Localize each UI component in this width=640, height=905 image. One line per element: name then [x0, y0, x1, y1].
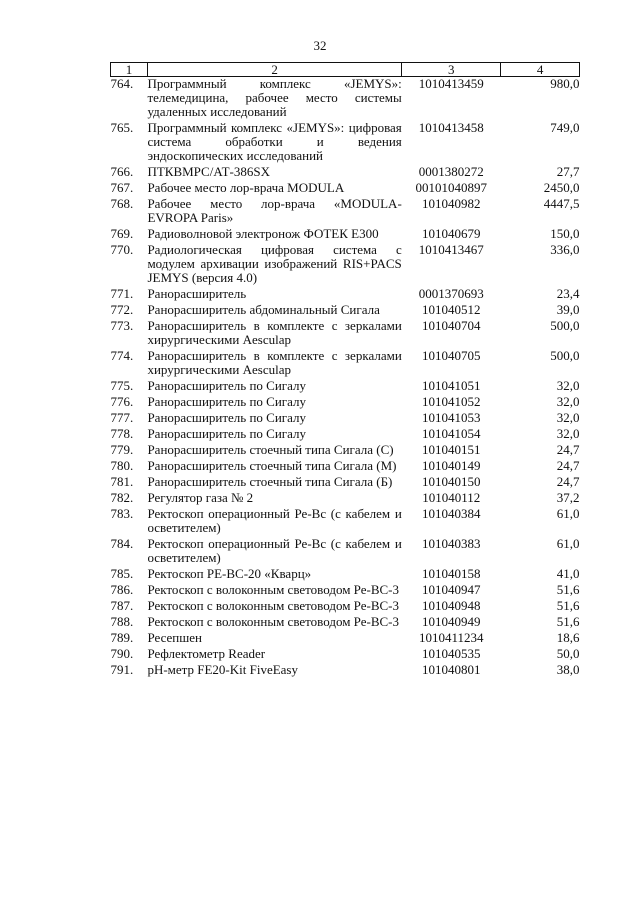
table-row: [111, 507, 580, 537]
table-row: [111, 395, 580, 411]
item-value: 32,0: [556, 410, 580, 425]
column-header: 1: [111, 63, 148, 77]
row-number: 782.: [110, 490, 134, 505]
item-name: Ранорасширитель по Сигалу: [147, 410, 307, 425]
item-name: Ранорасширитель по Сигалу: [147, 378, 307, 393]
row-number: 773.: [110, 318, 134, 333]
row-number: 778.: [110, 426, 134, 441]
item-name: Программный комплекс «JEMYS»: телемедицина, рабочее место системы удаленных исследований: [147, 76, 402, 119]
table-row: [111, 181, 580, 197]
table-row: [111, 491, 580, 507]
column-header: 4: [501, 63, 580, 77]
row-number: 769.: [110, 226, 134, 241]
item-value: 980,0: [550, 76, 580, 91]
inventory-code: 1010413458: [418, 120, 484, 135]
item-name: Ранорасширитель в комплекте с зеркалами хирургическими Aesculap: [147, 318, 402, 347]
item-name: Ректоскоп операционный Ре-Вс (с кабелем и осветителем): [147, 506, 402, 535]
item-value: 500,0: [550, 318, 580, 333]
row-number: 783.: [110, 506, 134, 521]
inventory-code: 101040512: [421, 302, 481, 317]
inventory-code: 101041054: [421, 426, 481, 441]
item-value: 61,0: [556, 506, 580, 521]
inventory-code: 101040383: [421, 536, 481, 551]
item-name: Рефлектометр Reader: [147, 646, 266, 661]
item-value: 38,0: [556, 662, 580, 677]
table-row: [111, 599, 580, 615]
item-value: 51,6: [556, 614, 580, 629]
inventory-code: 1010413459: [418, 76, 484, 91]
item-value: 32,0: [556, 426, 580, 441]
table-row: [111, 631, 580, 647]
row-number: 771.: [110, 286, 134, 301]
inventory-code: 101040151: [421, 442, 481, 457]
row-number: 774.: [110, 348, 134, 363]
inventory-code: 101041051: [421, 378, 481, 393]
item-value: 51,6: [556, 598, 580, 613]
item-name: Ректоскоп операционный Ре-Вс (с кабелем и осветителем): [147, 536, 402, 565]
inventory-code: 0001380272: [418, 164, 484, 179]
table-row: [111, 121, 580, 165]
table-row: [111, 303, 580, 319]
item-value: 4447,5: [543, 196, 580, 211]
row-number: 784.: [110, 536, 134, 551]
row-number: 776.: [110, 394, 134, 409]
item-value: 18,6: [556, 630, 580, 645]
table-row: [111, 165, 580, 181]
item-name: Рабочее место лор-врача «MODULA-EVROPA Paris»: [147, 196, 402, 225]
row-number: 781.: [110, 474, 134, 489]
table-row: [111, 411, 580, 427]
inventory-code: 0001370693: [418, 286, 484, 301]
item-value: 24,7: [556, 442, 580, 457]
inventory-code: 1010411234: [418, 630, 484, 645]
row-number: 791.: [110, 662, 134, 677]
row-number: 770.: [110, 242, 134, 257]
table-row: [111, 349, 580, 379]
table-row: [111, 663, 580, 679]
item-value: 41,0: [556, 566, 580, 581]
item-name: Ранорасширитель: [147, 286, 247, 301]
item-name: Ранорасширитель стоечный типа Сигала (С): [147, 442, 394, 457]
inventory-code: 101040947: [421, 582, 481, 597]
table-row: [111, 443, 580, 459]
item-name: Радиоволновой электронож ФОТЕК Е300: [147, 226, 379, 241]
inventory-code: 1010413467: [418, 242, 484, 257]
table-row: [111, 319, 580, 349]
inventory-code: 101041053: [421, 410, 481, 425]
row-number: 764.: [110, 76, 134, 91]
item-value: 27,7: [556, 164, 580, 179]
table-row: [111, 647, 580, 663]
row-number: 772.: [110, 302, 134, 317]
inventory-code: 101040535: [421, 646, 481, 661]
table-row: [111, 475, 580, 491]
table-row: [111, 537, 580, 567]
item-name: Ранорасширитель по Сигалу: [147, 394, 307, 409]
table-row: [111, 243, 580, 287]
row-number: 790.: [110, 646, 134, 661]
item-value: 50,0: [556, 646, 580, 661]
inventory-code: 101040112: [422, 490, 481, 505]
table-row: [111, 615, 580, 631]
row-number: 777.: [110, 410, 134, 425]
item-value: 61,0: [556, 536, 580, 551]
item-value: 32,0: [556, 394, 580, 409]
item-name: Ректоскоп с волоконным световодом Ре-ВС-3: [147, 598, 400, 613]
inventory-code: 101040384: [421, 506, 481, 521]
item-value: 32,0: [556, 378, 580, 393]
row-number: 779.: [110, 442, 134, 457]
item-value: 24,7: [556, 458, 580, 473]
item-name: pH-метр FE20-Kit FiveEasy: [147, 662, 298, 677]
table-row: [111, 459, 580, 475]
table-row: [111, 77, 580, 122]
item-name: Ресепшен: [147, 630, 202, 645]
inventory-code: 101040948: [421, 598, 481, 613]
table-row: [111, 197, 580, 227]
inventory-code: 101040704: [421, 318, 481, 333]
table-row: [111, 583, 580, 599]
item-name: Регулятор газа № 2: [147, 490, 254, 505]
item-value: 336,0: [550, 242, 580, 257]
row-number: 789.: [110, 630, 134, 645]
inventory-code: 101041052: [421, 394, 481, 409]
item-value: 150,0: [550, 226, 580, 241]
inventory-table: [110, 62, 580, 679]
item-value: 749,0: [550, 120, 580, 135]
inventory-code: 101040705: [421, 348, 481, 363]
column-header: 2: [147, 63, 401, 77]
row-number: 767.: [110, 180, 134, 195]
item-value: 37,2: [556, 490, 580, 505]
inventory-code: 101040982: [421, 196, 481, 211]
inventory-code: 101040149: [421, 458, 481, 473]
item-value: 500,0: [550, 348, 580, 363]
row-number: 775.: [110, 378, 134, 393]
item-name: Программный комплекс «JEMYS»: цифровая система обработки и ведения эндоскопических исследований: [147, 120, 402, 163]
row-number: 780.: [110, 458, 134, 473]
table-body: [111, 77, 580, 680]
row-number: 786.: [110, 582, 134, 597]
inventory-code: 101040158: [421, 566, 481, 581]
item-name: Ранорасширитель стоечный типа Сигала (Б): [147, 474, 393, 489]
table-row: [111, 379, 580, 395]
item-value: 23,4: [556, 286, 580, 301]
table-header: [111, 63, 580, 77]
table-row: [111, 287, 580, 303]
item-name: ПТКВМРС/АТ-386SX: [147, 164, 270, 179]
item-name: Ректоскоп РЕ-ВС-20 «Кварц»: [147, 566, 312, 581]
row-number: 766.: [110, 164, 134, 179]
inventory-code: 101040679: [421, 226, 481, 241]
item-name: Ранорасширитель стоечный типа Сигала (М): [147, 458, 397, 473]
table-row: [111, 227, 580, 243]
inventory-code: 101040801: [421, 662, 481, 677]
row-number: 787.: [110, 598, 134, 613]
inventory-code: 00101040897: [415, 180, 487, 195]
item-name: Рабочее место лор-врача MODULA: [147, 180, 345, 195]
page-number: 32: [313, 38, 327, 53]
item-name: Ректоскоп с волоконным световодом Ре-ВС-3: [147, 582, 400, 597]
inventory-code: 101040150: [421, 474, 481, 489]
inventory-code: 101040949: [421, 614, 481, 629]
item-value: 39,0: [556, 302, 580, 317]
item-value: 24,7: [556, 474, 580, 489]
row-number: 768.: [110, 196, 134, 211]
item-name: Ранорасширитель абдоминальный Сигала: [147, 302, 380, 317]
item-name: Ректоскоп с волоконным световодом Ре-ВС-3: [147, 614, 400, 629]
row-number: 785.: [110, 566, 134, 581]
item-value: 51,6: [556, 582, 580, 597]
table-row: [111, 567, 580, 583]
table-row: [111, 427, 580, 443]
column-header: 3: [402, 63, 501, 77]
item-name: Ранорасширитель по Сигалу: [147, 426, 307, 441]
item-name: Радиологическая цифровая система с модулем архивации изображений RIS+PACS JEMYS (версия 4.0): [147, 242, 402, 285]
row-number: 765.: [110, 120, 134, 135]
item-name: Ранорасширитель в комплекте с зеркалами хирургическими Aesculap: [147, 348, 402, 377]
item-value: 2450,0: [543, 180, 580, 195]
row-number: 788.: [110, 614, 134, 629]
